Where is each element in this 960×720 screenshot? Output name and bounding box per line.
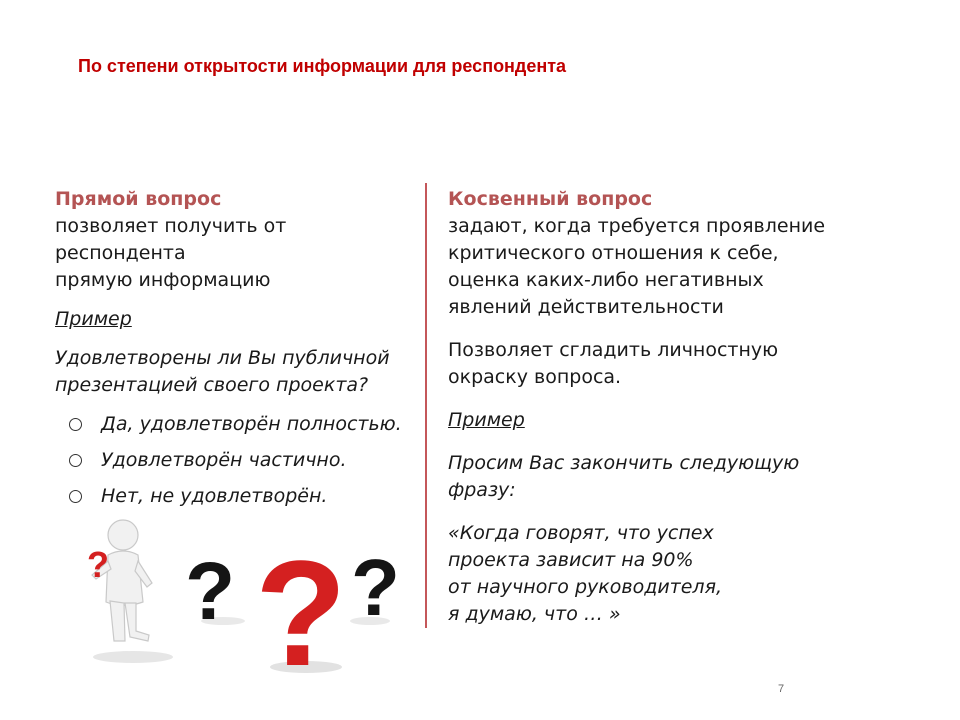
indirect-quote-line-1: «Когда говорят, что успех bbox=[448, 522, 714, 544]
radio-circle-icon bbox=[69, 418, 82, 431]
direct-question-desc-line-2: прямую информацию bbox=[55, 269, 271, 291]
answer-option bbox=[69, 411, 415, 438]
indirect-quote-line-4: я думаю, что … » bbox=[448, 603, 621, 625]
direct-example-label: Пример bbox=[55, 308, 132, 330]
answer-option bbox=[69, 483, 415, 510]
direct-question-heading: Прямой вопрос bbox=[55, 188, 222, 210]
indirect-quote-line-3: от научного руководителя, bbox=[448, 576, 723, 598]
indirect-question-desc-line-2: критического отношения к себе, bbox=[448, 242, 779, 264]
svg-text:?: ? bbox=[185, 546, 236, 637]
column-divider bbox=[425, 183, 427, 628]
answer-option-label: Да, удовлетворён полностью. bbox=[101, 413, 402, 435]
radio-circle-icon bbox=[69, 490, 82, 503]
answer-options bbox=[55, 411, 415, 510]
answer-option-label: Удовлетворён частично. bbox=[101, 449, 347, 471]
svg-text:?: ? bbox=[255, 529, 347, 687]
radio-circle-icon bbox=[69, 454, 82, 467]
indirect-note-line-2: окраску вопроса. bbox=[448, 366, 622, 388]
direct-example-question-line-2: презентацией своего проекта? bbox=[55, 374, 369, 396]
indirect-question-desc-line-3: оценка каких-либо негативных bbox=[448, 269, 764, 291]
direct-question-desc-line-1: позволяет получить от респондента bbox=[55, 215, 287, 264]
slide-title: По степени открытости информации для респондента bbox=[78, 56, 567, 76]
indirect-request-line-1: Просим Вас закончить следующую bbox=[448, 452, 800, 474]
svg-text:?: ? bbox=[87, 544, 109, 585]
page-number: 7 bbox=[778, 683, 785, 695]
indirect-question-desc-line-4: явлений действительности bbox=[448, 296, 724, 318]
indirect-question-heading: Косвенный вопрос bbox=[448, 188, 653, 210]
indirect-example-label: Пример bbox=[448, 409, 525, 431]
direct-question-column bbox=[55, 186, 415, 519]
indirect-question-desc-line-1: задают, когда требуется проявление bbox=[448, 215, 826, 237]
svg-text:?: ? bbox=[351, 543, 400, 632]
indirect-question-column bbox=[448, 186, 828, 628]
indirect-request-line-2: фразу: bbox=[448, 479, 516, 501]
answer-option bbox=[69, 447, 415, 474]
indirect-quote-line-2: проекта зависит на 90% bbox=[448, 549, 694, 571]
answer-option-label: Нет, не удовлетворён. bbox=[101, 485, 328, 507]
direct-example-question-line-1: Удовлетворены ли Вы публичной bbox=[55, 347, 390, 369]
figure-with-question-marks-icon bbox=[78, 517, 418, 687]
indirect-note-line-1: Позволяет сгладить личностную bbox=[448, 339, 779, 361]
